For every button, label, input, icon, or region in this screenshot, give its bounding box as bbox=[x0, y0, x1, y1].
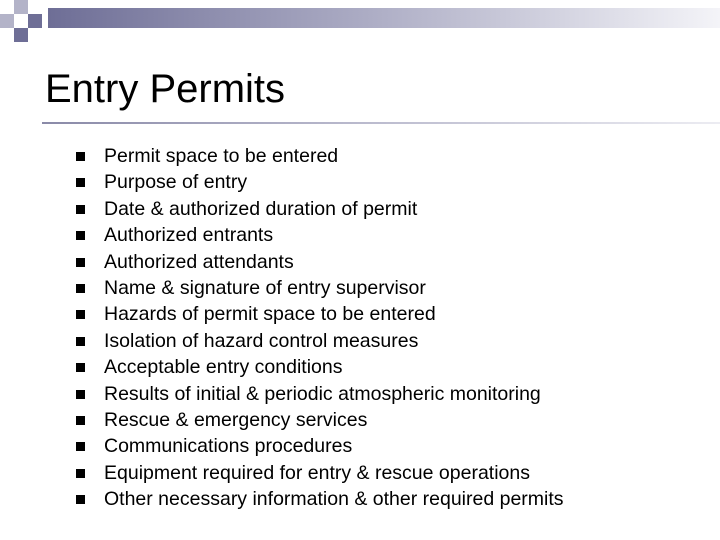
list-item-text: Other necessary information & other required permits bbox=[104, 488, 564, 511]
square-bullet-icon bbox=[76, 416, 85, 425]
list-item-text: Rescue & emergency services bbox=[104, 408, 368, 431]
list-item-text: Name & signature of entry supervisor bbox=[104, 276, 426, 299]
list-item-text: Authorized attendants bbox=[104, 250, 294, 273]
header-decoration bbox=[0, 0, 720, 48]
square-bullet-icon bbox=[76, 310, 85, 319]
square-bullet-icon bbox=[76, 495, 85, 504]
list-item-text: Isolation of hazard control measures bbox=[104, 329, 419, 352]
list-item-text: Hazards of permit space to be entered bbox=[104, 303, 436, 326]
list-item-text: Permit space to be entered bbox=[104, 145, 339, 167]
list-item-text: Communications procedures bbox=[104, 435, 353, 458]
title-underline bbox=[42, 122, 720, 124]
square-bullet-icon bbox=[76, 390, 85, 399]
list-item-text: Acceptable entry conditions bbox=[104, 356, 343, 379]
square-bullet-icon bbox=[76, 178, 85, 187]
square-bullet-icon bbox=[76, 363, 85, 372]
square-bullet-icon bbox=[76, 337, 85, 346]
square-bullet-icon bbox=[76, 469, 85, 478]
square-bullet-icon bbox=[76, 258, 85, 267]
list-item-text: Equipment required for entry & rescue operations bbox=[104, 461, 530, 484]
square-bullet-icon bbox=[76, 231, 85, 240]
list-item-text: Authorized entrants bbox=[104, 224, 274, 247]
list-item-text: Results of initial & periodic atmospheric monitoring bbox=[104, 382, 541, 405]
header-checker-squares bbox=[0, 0, 42, 42]
square-bullet-icon bbox=[76, 152, 85, 161]
square-bullet-icon bbox=[76, 442, 85, 451]
square-bullet-icon bbox=[76, 205, 85, 214]
square-bullet-icon bbox=[76, 284, 85, 293]
list-item-text: Date & authorized duration of permit bbox=[104, 197, 418, 220]
list-item-text: Purpose of entry bbox=[104, 171, 248, 194]
header-gradient-bar bbox=[48, 8, 720, 28]
slide-title: Entry Permits bbox=[45, 67, 286, 111]
